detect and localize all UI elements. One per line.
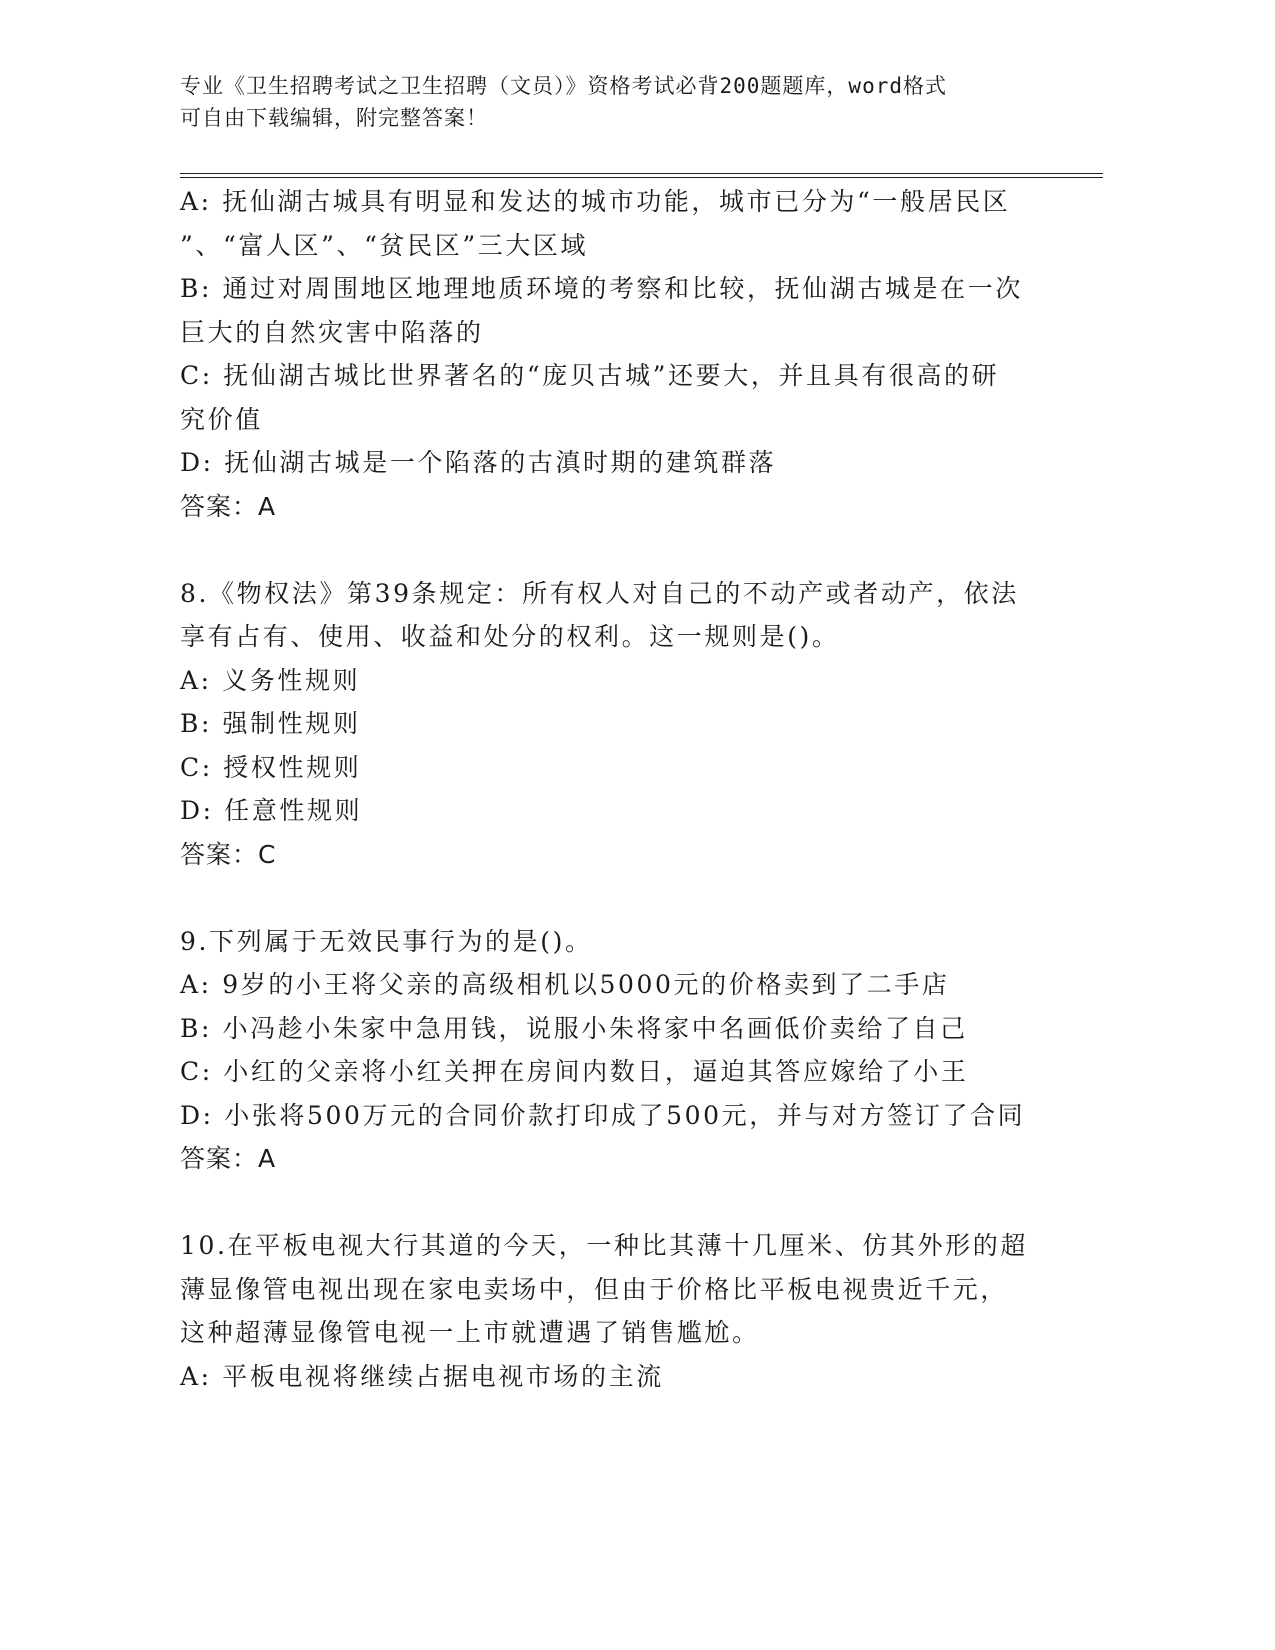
question-9-block [180, 920, 1040, 1181]
q9-option-a: A: 9岁的小王将父亲的高级相机以5000元的价格卖到了二手店 [180, 970, 950, 999]
q10-stem-line-3: 这种超薄显像管电视一上市就遭遇了销售尴尬。 [180, 1318, 760, 1347]
question-10-block [180, 1224, 1040, 1398]
q7-option-c-line-2: 究价值 [180, 404, 263, 434]
q8-stem-line-1: 8.《物权法》第39条规定：所有权人对自己的不动产或者动产，依法 [180, 578, 1019, 608]
q7-option-a-line-2: ”、“富人区”、“贫民区”三大区域 [180, 230, 589, 260]
q8-option-a: A: 义务性规则 [180, 665, 361, 695]
q7-answer: 答案：A [180, 491, 277, 521]
q8-stem-line-2: 享有占有、使用、收益和处分的权利。这一规则是()。 [180, 622, 840, 651]
q9-answer: 答案：A [180, 1144, 277, 1173]
q9-option-b: B: 小冯趁小朱家中急用钱，说服小朱将家中名画低价卖给了自己 [180, 1013, 968, 1043]
spacer [180, 528, 1040, 572]
question-7-block [180, 180, 1040, 528]
spacer [180, 1181, 1040, 1225]
spacer [180, 876, 1040, 920]
q10-stem-line-1: 10.在平板电视大行其道的今天，一种比其薄十几厘米、仿其外形的超 [180, 1231, 1028, 1260]
q7-option-a-line-1: A: 抚仙湖古城具有明显和发达的城市功能，城市已分为“一般居民区 [180, 187, 1011, 216]
header-divider [180, 173, 1103, 178]
document-body [180, 180, 1040, 1398]
header-title-line-1: 专业《卫生招聘考试之卫生招聘（文员）》资格考试必背200题题库，word格式 [180, 74, 947, 98]
q8-option-b: B: 强制性规则 [180, 709, 361, 738]
q9-option-c: C: 小红的父亲将小红关押在房间内数日，逼迫其答应嫁给了小王 [180, 1057, 969, 1086]
q10-stem-line-2: 薄显像管电视出现在家电卖场中，但由于价格比平板电视贵近千元， [180, 1274, 1009, 1304]
q8-option-c: C: 授权性规则 [180, 752, 362, 782]
header-title-line-2: 可自由下载编辑，附完整答案！ [180, 106, 488, 130]
q9-stem: 9.下列属于无效民事行为的是()。 [180, 926, 593, 956]
question-8-block [180, 572, 1040, 877]
q7-option-c-line-1: C: 抚仙湖古城比世界著名的“庞贝古城”还要大，并且具有很高的研 [180, 361, 1000, 390]
q10-option-a: A: 平板电视将继续占据电视市场的主流 [180, 1361, 664, 1391]
q7-option-d: D: 抚仙湖古城是一个陷落的古滇时期的建筑群落 [180, 448, 777, 477]
q9-option-d: D: 小张将500万元的合同价款打印成了500元，并与对方签订了合同 [180, 1100, 1026, 1130]
q7-option-b-line-2: 巨大的自然灾害中陷落的 [180, 317, 484, 347]
q7-option-b-line-1: B: 通过对周围地区地理地质环境的考察和比较，抚仙湖古城是在一次 [180, 274, 1023, 303]
q8-answer: 答案：C [180, 839, 277, 869]
document-header [180, 70, 1060, 134]
q8-option-d: D: 任意性规则 [180, 796, 363, 825]
